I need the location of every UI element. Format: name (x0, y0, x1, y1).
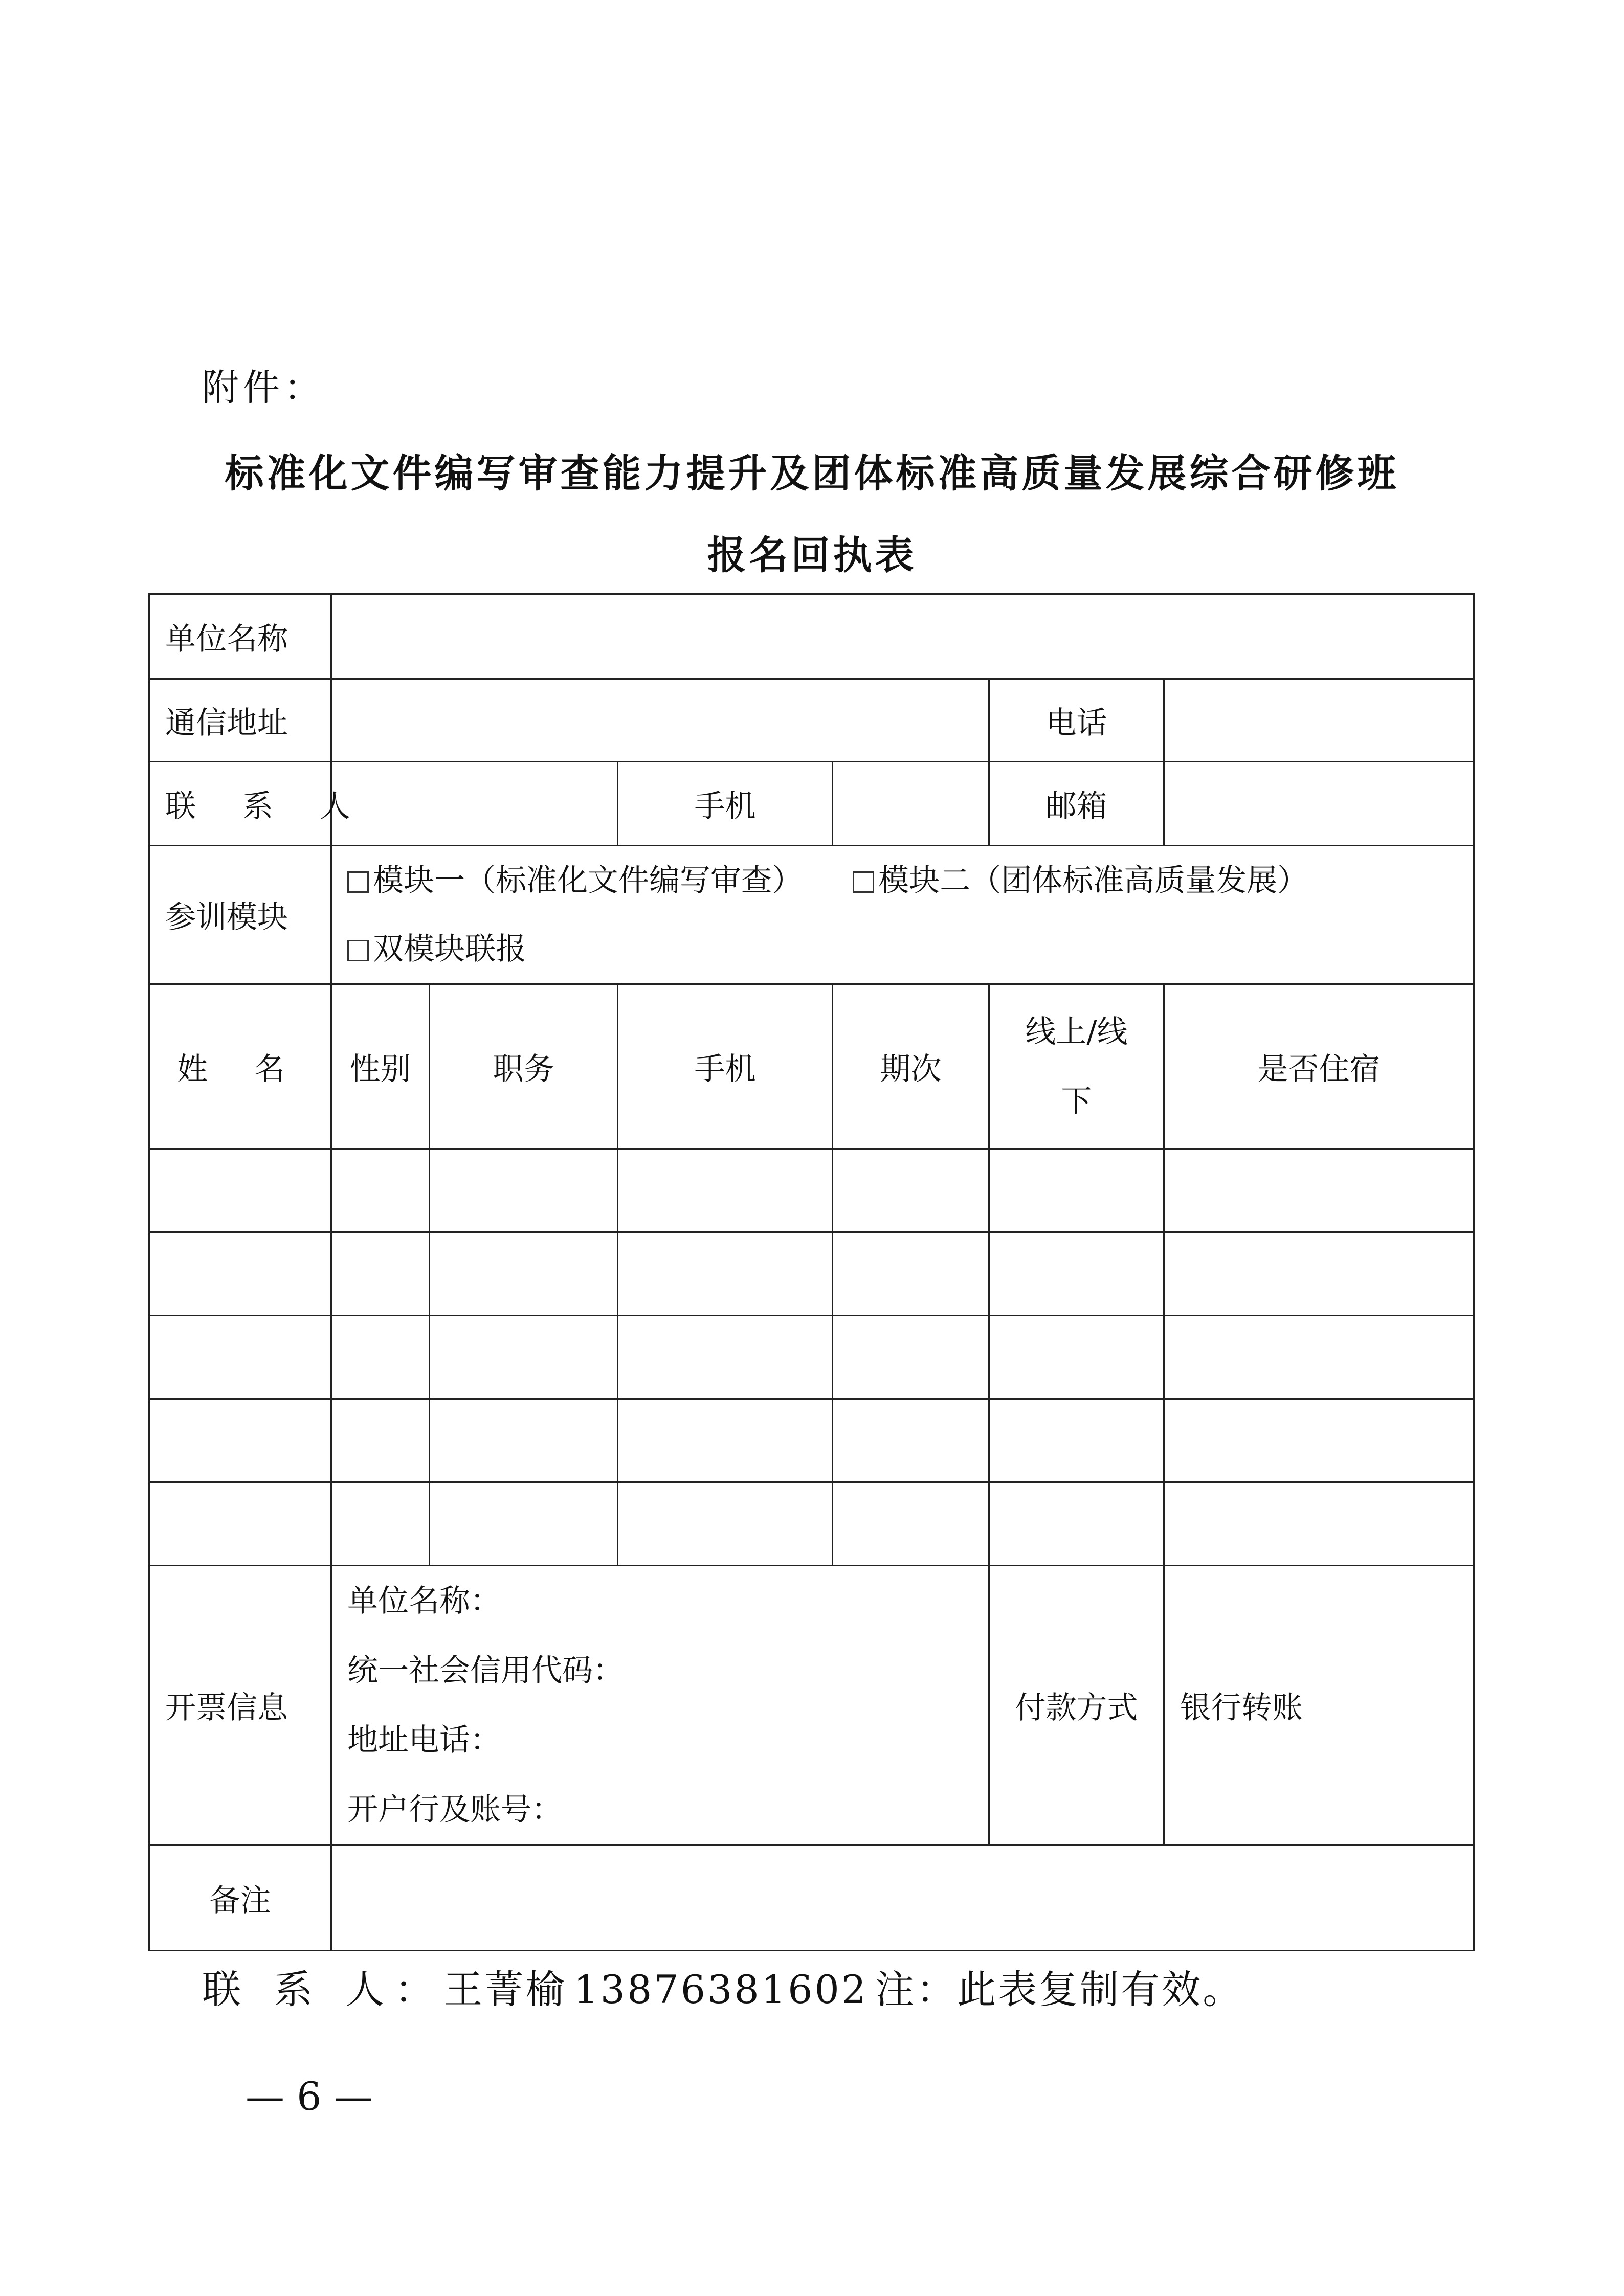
participant-mobile-cell[interactable] (618, 1399, 833, 1482)
participant-name-cell[interactable] (149, 1399, 331, 1482)
participant-session-cell[interactable] (833, 1232, 989, 1316)
contact-label (149, 762, 369, 846)
participant-row (149, 1399, 1474, 1482)
participant-session-cell[interactable] (833, 1482, 989, 1566)
address-input[interactable] (331, 679, 989, 762)
email-input[interactable] (1164, 762, 1474, 846)
annex-label: 附件： (202, 366, 325, 409)
mobile-input[interactable] (833, 762, 989, 846)
participant-mode-cell[interactable] (989, 1149, 1164, 1232)
header-mode (989, 984, 1164, 1149)
participant-name-cell[interactable] (149, 1482, 331, 1566)
contact-input[interactable] (331, 762, 618, 846)
invoice-bank-account: 开户行及账号： (347, 1792, 562, 1828)
module-label: 参训模块 (149, 846, 331, 984)
participant-row (149, 1316, 1474, 1399)
dual-module-label: 双模块联报 (373, 931, 526, 967)
phone-input[interactable] (1164, 679, 1474, 762)
remarks-input[interactable] (331, 1845, 1474, 1951)
participant-lodging-cell[interactable] (1164, 1399, 1474, 1482)
module-option-row (347, 846, 1458, 915)
footer-contact-name: 王菁榆 (443, 1967, 567, 2012)
form-title: 标准化文件编写审查能力提升及团体标准高质量发展综合研修班 (225, 451, 1399, 496)
participant-lodging-cell[interactable] (1164, 1232, 1474, 1316)
participant-row (149, 1232, 1474, 1316)
invoice-credit-code: 统一社会信用代码： (347, 1653, 624, 1689)
participant-gender-cell[interactable] (331, 1316, 430, 1399)
invoice-address-phone: 地址电话： (347, 1722, 501, 1758)
participant-position-cell[interactable] (430, 1316, 618, 1399)
header-session: 期次 (833, 984, 989, 1149)
invoice-fields[interactable] (331, 1566, 989, 1845)
participant-position-cell[interactable] (430, 1232, 618, 1316)
participant-gender-cell[interactable] (331, 1399, 430, 1482)
email-label: 邮箱 (989, 762, 1164, 846)
invoice-unit-name: 单位名称： (347, 1583, 501, 1619)
participant-lodging-cell[interactable] (1164, 1482, 1474, 1566)
participant-session-cell[interactable] (833, 1399, 989, 1482)
registration-form-table (148, 593, 1475, 1951)
unit-name-label: 单位名称 (149, 594, 331, 679)
mobile-label: 手机 (618, 762, 833, 846)
header-mode-line1: 线上/线 (1025, 1014, 1128, 1050)
participant-row (149, 1482, 1474, 1566)
unit-name-input[interactable] (331, 594, 1474, 679)
module-one-checkbox[interactable] (347, 871, 369, 893)
participant-mobile-cell[interactable] (618, 1316, 833, 1399)
header-name-text: 姓 名 (176, 1051, 304, 1087)
payment-label: 付款方式 (989, 1566, 1164, 1845)
footer-note: 注：此表复制有效。 (875, 1967, 1244, 2012)
participant-mobile-cell[interactable] (618, 1149, 833, 1232)
participant-session-cell[interactable] (833, 1316, 989, 1399)
header-lodging: 是否住宿 (1164, 984, 1474, 1149)
participant-name-cell[interactable] (149, 1149, 331, 1232)
module-options (331, 846, 1474, 984)
module-option-row (347, 915, 1458, 983)
participant-row (149, 1149, 1474, 1232)
phone-label: 电话 (989, 679, 1164, 762)
footer-contact (202, 1959, 1243, 2014)
participant-mobile-cell[interactable] (618, 1482, 833, 1566)
participant-position-cell[interactable] (430, 1482, 618, 1566)
participant-lodging-cell[interactable] (1164, 1149, 1474, 1232)
participant-mode-cell[interactable] (989, 1232, 1164, 1316)
participant-position-cell[interactable] (430, 1149, 618, 1232)
participant-name-cell[interactable] (149, 1232, 331, 1316)
header-mode-line2: 下 (1061, 1083, 1092, 1119)
header-name (149, 984, 331, 1149)
remarks-label: 备注 (149, 1845, 331, 1951)
module-two-checkbox[interactable] (853, 871, 874, 893)
participant-gender-cell[interactable] (331, 1232, 430, 1316)
participant-mode-cell[interactable] (989, 1399, 1164, 1482)
header-gender: 性别 (331, 984, 430, 1149)
footer-contact-phone: 13876381602 (573, 1967, 869, 2012)
module-two-label: 模块二（团体标准高质量发展） (878, 863, 1308, 898)
invoice-label: 开票信息 (149, 1566, 331, 1845)
page-number: — 6 — (246, 2074, 373, 2119)
module-one-label: 模块一（标准化文件编写审查） (373, 863, 803, 898)
participant-gender-cell[interactable] (331, 1149, 430, 1232)
participant-mode-cell[interactable] (989, 1316, 1164, 1399)
participant-gender-cell[interactable] (331, 1482, 430, 1566)
participant-session-cell[interactable] (833, 1149, 989, 1232)
participant-position-cell[interactable] (430, 1399, 618, 1482)
footer-contact-label: 联 系 人： (202, 1967, 444, 2012)
participant-mode-cell[interactable] (989, 1482, 1164, 1566)
payment-value: 银行转账 (1164, 1566, 1474, 1845)
participant-lodging-cell[interactable] (1164, 1316, 1474, 1399)
contact-label-text: 联 系 人 (165, 788, 369, 824)
header-position: 职务 (430, 984, 618, 1149)
form-subtitle: 报名回执表 (707, 532, 917, 578)
dual-module-checkbox[interactable] (347, 940, 369, 961)
participant-mobile-cell[interactable] (618, 1232, 833, 1316)
address-label: 通信地址 (149, 679, 331, 762)
header-mobile: 手机 (618, 984, 833, 1149)
participant-name-cell[interactable] (149, 1316, 331, 1399)
